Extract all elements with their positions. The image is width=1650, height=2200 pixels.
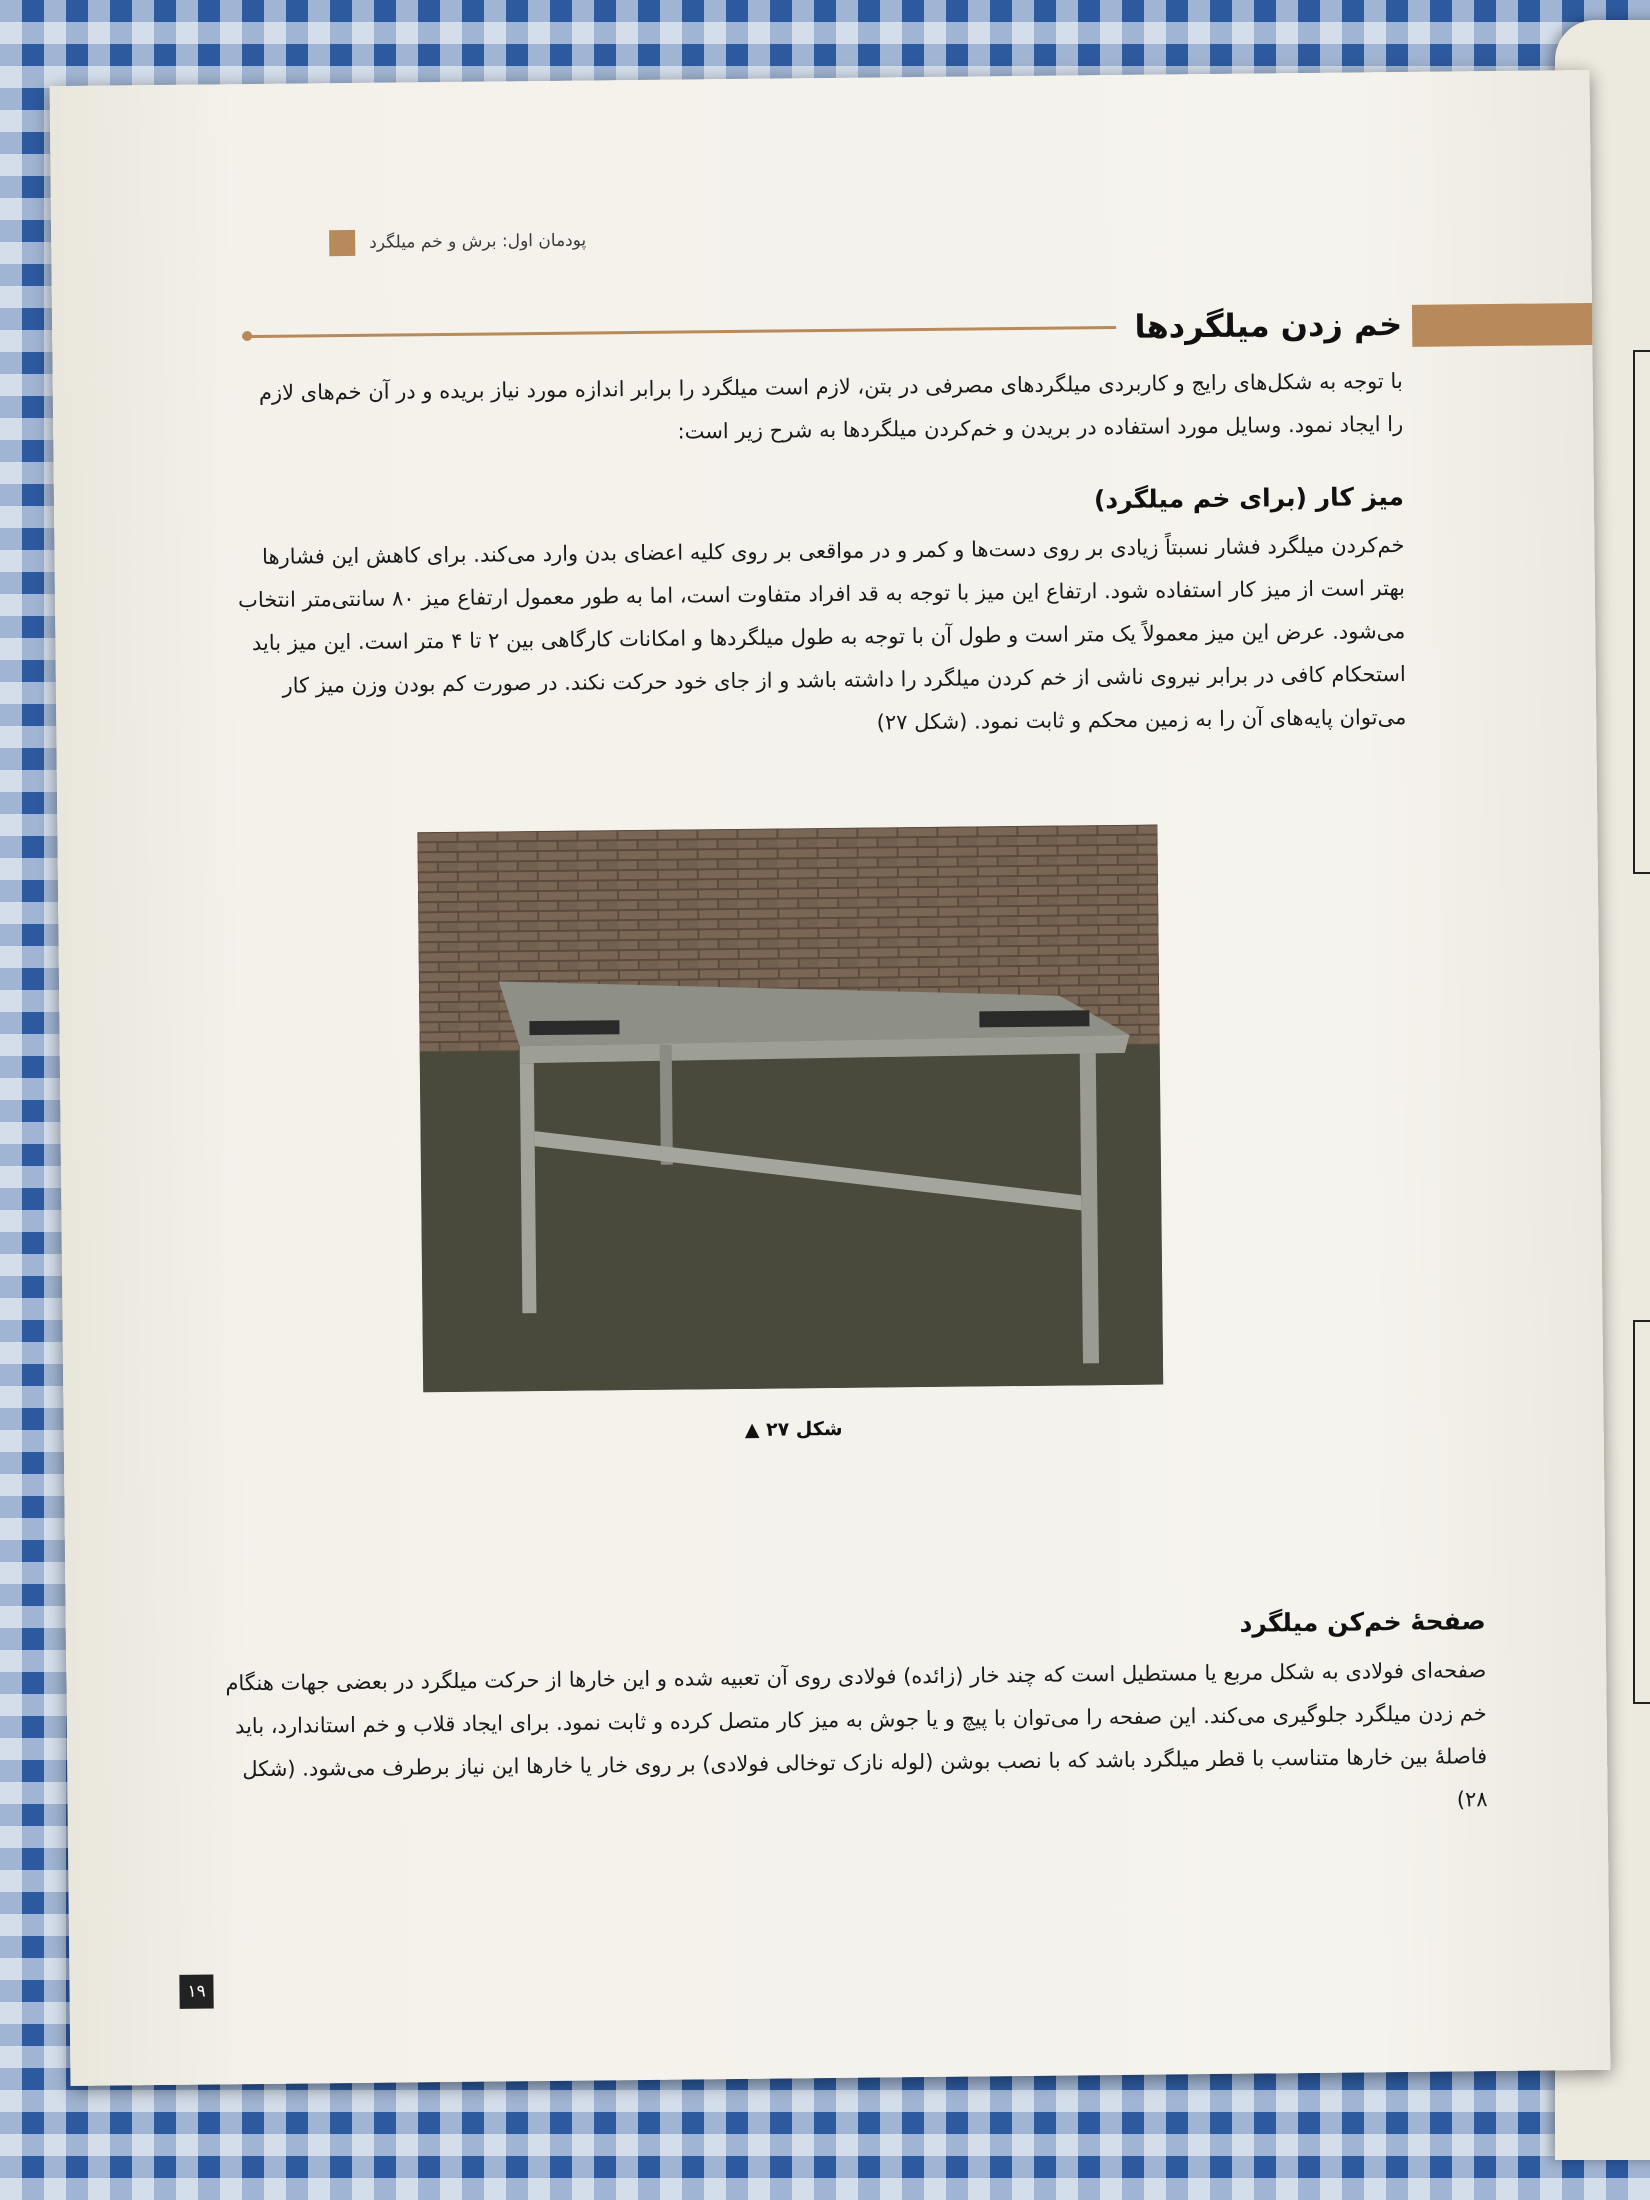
section-title-rule xyxy=(242,325,1116,337)
running-head-title: پودمان اول: برش و خم میلگرد xyxy=(369,230,587,253)
workbench-body: خم‌کردن میلگرد فشار نسبتاً زیادی بر روی دست‌ها و کمر و در مواقعی بر روی کلیه اعضای بدن وارد می‌کند. برای کاهش این فشارها بهتر است از میز کار استفاده شود. ارتفاع این میز با توجه به قد افراد متفاوت است، اما به طور معمول ارتفاع میز ۸۰ سانتی‌متر انتخاب می‌شود. عرض این میز معمولاً یک متر است و طول آن با توجه به طول میلگردها و امکانات کارگاهی بین ۲ تا ۴ متر است. این میز باید استحکام کافی در برابر نیروی ناشی از خم کردن میلگرد را داشته باشد و از جای خود حرکت نکند. در صورت کم بودن وزن میز کار می‌توان پایه‌های آن را به زمین محکم و ثابت نمود. (شکل ۲۷) xyxy=(237,532,1407,735)
plate-body: صفحه‌ای فولادی به شکل مربع یا مستطیل است که چند خار (زائده) فولادی روی آن تعبیه شده و این خارها از حرکت میلگرد در بعضی جهات هنگام خم زدن میلگرد جلوگیری می‌کند. این صفحه را می‌توان با پیچ و یا جوش به میز کار متصل کرده و ثابت نمود. برای ایجاد قلاب و خم استاندارد، باید فاصلهٔ بین خارها متناسب با قطر میلگرد باشد که با نصب بوشن (لوله نازک توخالی فولادی) بر روی خار یا خارها این نیاز برطرف می‌شود. (شکل ۲۸) xyxy=(225,1658,1488,1812)
running-head xyxy=(246,221,586,265)
page-number: ۱۹ xyxy=(179,1975,213,2009)
workbench-heading: میز کار (برای خم میلگرد) xyxy=(1093,481,1405,515)
plate-heading: صفحهٔ خم‌کن میلگرد xyxy=(1239,1606,1486,1638)
section-title: خم زدن میلگردها xyxy=(1134,304,1403,346)
next-page-table-edge-lower xyxy=(1633,1320,1650,1704)
workbench-photo xyxy=(417,825,1163,1393)
section-title-row xyxy=(242,294,1403,366)
book-page xyxy=(50,70,1611,2086)
figure-caption: شکل ۲۷ ▲ xyxy=(744,1417,843,1441)
section-intro: با توجه به شکل‌های رایج و کاربردی میلگردهای مصرفی در بتن، لازم است میلگرد را برابر اندازه مورد نیاز بریده و در آن خم‌های لازم را ایجاد نمود. وسایل مورد استفاده در بریدن و خم‌کردن میلگردها به شرح زیر است: xyxy=(258,368,1404,444)
section-title-bar xyxy=(1412,303,1592,347)
next-page-table-edge xyxy=(1633,350,1650,874)
running-head-marker xyxy=(329,230,355,256)
workbench-photo-image xyxy=(417,825,1163,1393)
